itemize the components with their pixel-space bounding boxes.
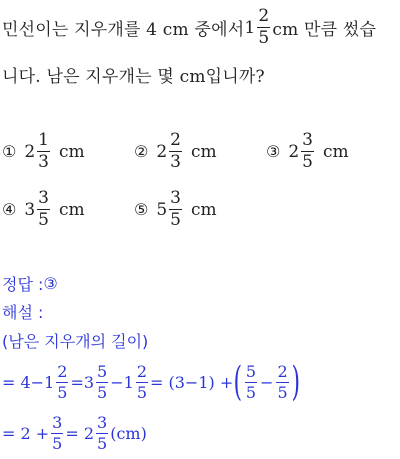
expr-part: = 2: [65, 424, 95, 443]
numerator: 3: [97, 413, 108, 432]
expr-part: = (3−1) +: [150, 372, 234, 392]
expr-part: (cm): [110, 424, 147, 443]
choice-unit: cm: [59, 199, 85, 220]
choice-unit: cm: [59, 141, 85, 162]
choice-1[interactable]: [2, 132, 85, 171]
choice-mark: ②: [134, 142, 149, 161]
used-fraction: [257, 8, 270, 47]
choice-fraction: [169, 132, 182, 171]
numerator: 2: [57, 361, 68, 381]
denominator: 5: [170, 210, 181, 230]
choice-fraction: [169, 190, 182, 229]
answer-line: [2, 272, 58, 295]
question-text-start: 민선이는 지우개를 4 cm 중에서: [2, 20, 245, 40]
choice-4[interactable]: [2, 190, 85, 229]
denominator: 3: [38, 152, 49, 172]
numerator: 5: [245, 361, 257, 381]
fraction: [96, 361, 108, 402]
numerator: 2: [277, 361, 288, 381]
answer-label: 정답 :: [2, 275, 44, 294]
numerator: 3: [170, 188, 181, 208]
explanation-step-1: [2, 359, 300, 405]
left-paren: (: [233, 359, 243, 405]
numerator: 5: [97, 361, 108, 381]
fraction: [56, 361, 68, 402]
fraction: [136, 361, 148, 402]
denominator: 5: [245, 382, 257, 402]
choice-3[interactable]: [266, 132, 349, 171]
explanation-label: 해설 :: [2, 303, 44, 322]
explanation-note: (남은 지우개의 길이): [2, 332, 149, 351]
choice-unit: cm: [191, 199, 217, 220]
minus-sign: −: [260, 372, 274, 392]
choice-5[interactable]: [134, 190, 217, 229]
used-denominator: 5: [258, 28, 270, 48]
expr-part: −1: [110, 372, 134, 392]
choice-fraction: [37, 190, 50, 229]
choice-mark: ①: [2, 142, 17, 161]
fraction: [245, 361, 257, 402]
choice-whole: 5: [156, 199, 168, 220]
denominator: 3: [170, 152, 181, 172]
question-line-2: 니다. 남은 지우개는 몇 cm입니까?: [2, 67, 265, 87]
fraction: [276, 361, 288, 402]
denominator: 5: [97, 434, 108, 453]
expr-part: =3: [70, 372, 95, 392]
choice-unit: cm: [323, 141, 349, 162]
explanation-step-2: [2, 415, 147, 452]
numerator: 3: [38, 188, 49, 208]
denominator: 5: [277, 382, 288, 402]
expr-part: = 4−1: [2, 372, 55, 392]
choice-whole: 2: [24, 141, 36, 162]
choice-2[interactable]: [134, 132, 217, 171]
choice-whole: 3: [24, 199, 36, 220]
denominator: 5: [52, 434, 63, 453]
numerator: 2: [170, 130, 181, 150]
numerator: 3: [302, 130, 313, 150]
used-amount: [244, 8, 272, 47]
numerator: 3: [52, 413, 63, 432]
right-paren: ): [291, 359, 300, 405]
denominator: 5: [302, 152, 313, 172]
expr-part: = 2 +: [2, 424, 50, 443]
question-line-1: [2, 8, 376, 47]
choice-mark: ⑤: [134, 200, 149, 219]
fraction: [96, 415, 108, 452]
choice-fraction: [37, 132, 50, 171]
choice-fraction: [301, 132, 314, 171]
choice-unit: cm: [191, 141, 217, 162]
denominator: 5: [136, 382, 148, 402]
numerator: 2: [136, 361, 148, 381]
denominator: 5: [57, 382, 68, 402]
used-numerator: 2: [258, 6, 270, 26]
fraction: [51, 415, 63, 452]
used-whole: 1: [244, 17, 256, 38]
answer-value: ③: [43, 274, 58, 293]
choice-whole: 2: [156, 141, 168, 162]
numerator: 1: [38, 130, 49, 150]
choice-whole: 2: [288, 141, 300, 162]
question-text-end: cm 만큼 썼습: [272, 20, 377, 40]
choice-mark: ④: [2, 200, 17, 219]
denominator: 5: [97, 382, 108, 402]
choice-mark: ③: [266, 142, 281, 161]
denominator: 5: [38, 210, 49, 230]
